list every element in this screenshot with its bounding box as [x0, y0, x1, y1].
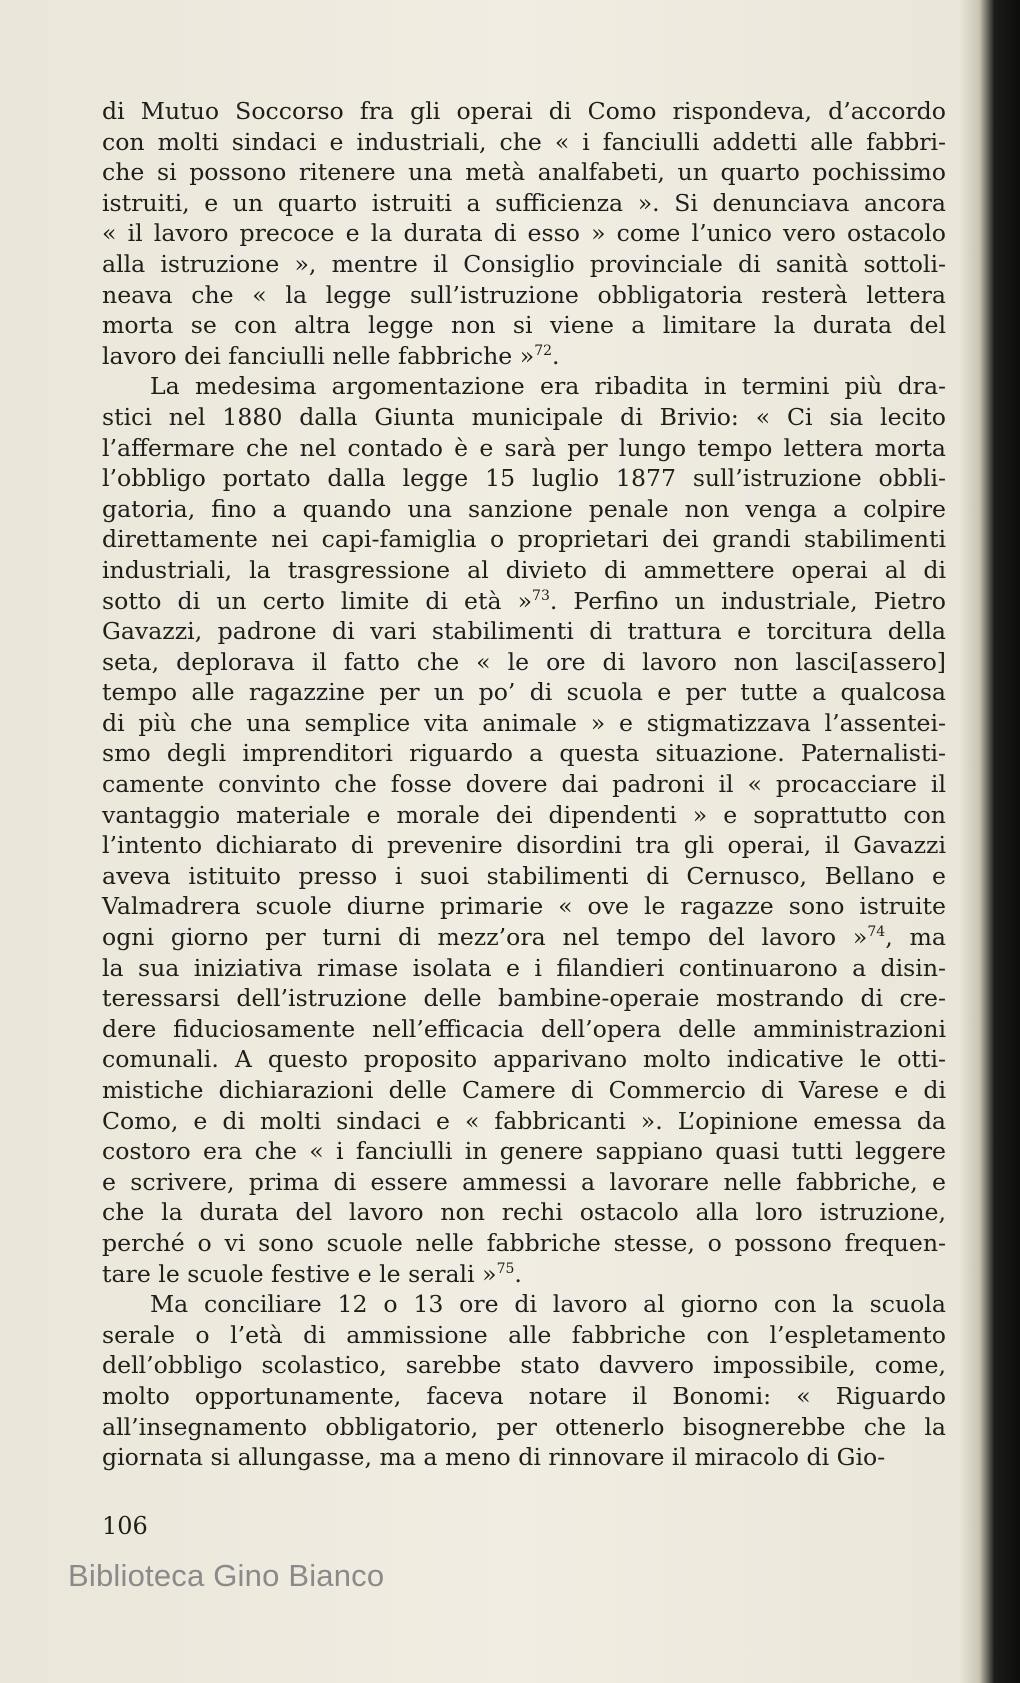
- line-text: stici nel 1880 dalla Giunta municipale di Brivio: « Ci sia lecito: [102, 402, 946, 431]
- text-line: [102, 586, 946, 617]
- text-line: [102, 616, 946, 647]
- line-text: mistiche dichiarazioni delle Camere di Commercio di Varese e di: [102, 1076, 946, 1104]
- text-line: [102, 769, 946, 800]
- line-text-continued: .: [552, 341, 560, 370]
- text-line: [102, 1075, 946, 1106]
- line-text: neava che « la legge sull’istruzione obbligatoria resterà lettera: [102, 280, 946, 309]
- line-text-continued: .: [514, 1259, 522, 1288]
- line-text: e scrivere, prima di essere ammessi a lavorare nelle fabbriche, e: [102, 1167, 946, 1196]
- line-text: ogni giorno per turni di mezz’ora nel tempo del lavoro »: [102, 923, 868, 952]
- line-text: Como, e di molti sindaci e « fabbricanti ». L’opinione emessa da: [102, 1106, 946, 1135]
- text-line: [102, 1106, 946, 1137]
- line-text: Gavazzi, padrone di vari stabilimenti di trattura e torcitura della: [102, 617, 946, 646]
- line-text: l’obbligo portato dalla legge 15 luglio 1877 sull’istruzione obbli-: [102, 464, 946, 493]
- text-line: [102, 280, 946, 311]
- line-text: istruiti, e un quarto istruiti a sufficienza ». Si denunciava ancora: [102, 188, 946, 217]
- line-text: tempo alle ragazzine per un po’ di scuola e per tutte a qualcosa: [102, 678, 946, 707]
- line-text: alla istruzione », mentre il Consiglio provinciale di sanità sottoli-: [102, 249, 946, 278]
- text-line: [102, 371, 946, 402]
- text-line: [102, 1381, 946, 1412]
- line-text: lavoro dei fanciulli nelle fabbriche »: [102, 341, 535, 370]
- line-text: industriali, la trasgressione al divieto di ammettere operai al di: [102, 555, 946, 584]
- line-text: la sua iniziativa rimase isolata e i filandieri continuarono a disin-: [102, 953, 946, 982]
- line-text: dere fiduciosamente nell’efficacia dell’opera delle amministrazioni: [102, 1014, 946, 1043]
- line-text: all’insegnamento obbligatorio, per ottenerlo bisognerebbe che la: [102, 1412, 946, 1441]
- text-line: [102, 188, 946, 219]
- text-line: [102, 463, 946, 494]
- text-line: [102, 157, 946, 188]
- line-text: con molti sindaci e industriali, che « i fanciulli addetti alle fabbri-: [102, 127, 946, 156]
- text-line: [102, 708, 946, 739]
- text-line: [102, 433, 946, 464]
- text-line: [102, 1259, 946, 1290]
- text-line: [102, 249, 946, 280]
- line-text: seta, deplorava il fatto che « le ore di lavoro non lasci[assero]: [102, 647, 946, 676]
- line-text: sotto di un certo limite di età »: [102, 586, 533, 615]
- library-watermark: Biblioteca Gino Bianco: [68, 1558, 385, 1593]
- line-text: Ma conciliare 12 o 13 ore di lavoro al giorno con la scuola: [150, 1290, 946, 1319]
- text-line: [102, 218, 946, 249]
- line-text: teressarsi dell’istruzione delle bambine-operaie mostrando di cre-: [102, 984, 946, 1013]
- line-text: dell’obbligo scolastico, sarebbe stato davvero impossibile, come,: [102, 1351, 946, 1380]
- line-text: morta se con altra legge non si viene a limitare la durata del: [102, 311, 946, 340]
- line-text-continued: . Perfino un industriale, Pietro: [549, 586, 946, 615]
- line-text: La medesima argomentazione era ribadita in termini più dra-: [150, 372, 946, 401]
- line-text: l’intento dichiarato di prevenire disordini tra gli operai, il Gavazzi: [102, 831, 946, 860]
- text-line: [102, 647, 946, 678]
- text-line: [102, 524, 946, 555]
- line-text: comunali. A questo proposito apparivano molto indicative le otti-: [102, 1045, 946, 1074]
- line-text: perché o vi sono scuole nelle fabbriche stesse, o possono frequen-: [102, 1228, 946, 1257]
- page-number: 106: [102, 1512, 148, 1540]
- line-text: camente convinto che fosse dovere dai padroni il « procacciare il: [102, 770, 946, 799]
- text-line: [102, 1014, 946, 1045]
- text-line: [102, 127, 946, 158]
- footnote-marker: 74: [867, 924, 886, 941]
- text-line: [102, 96, 946, 127]
- text-line: [102, 800, 946, 831]
- footnote-marker: 73: [532, 587, 550, 604]
- text-line: [102, 341, 946, 372]
- text-line: [102, 983, 946, 1014]
- text-line: [102, 830, 946, 861]
- text-line: [102, 1136, 946, 1167]
- text-line: [102, 953, 946, 984]
- text-line: [102, 1289, 946, 1320]
- text-line: [102, 922, 946, 953]
- line-text: direttamente nei capi-famiglia o proprietari dei grandi stabilimenti: [102, 525, 946, 554]
- text-line: [102, 1228, 946, 1259]
- line-text: tare le scuole festive e le serali »: [102, 1259, 497, 1288]
- line-text: che si possono ritenere una metà analfabeti, un quarto pochissimo: [102, 158, 946, 187]
- text-line: [102, 494, 946, 525]
- line-text: aveva istituito presso i suoi stabilimenti di Cernusco, Bellano e: [102, 861, 946, 890]
- line-text: l’affermare che nel contado è e sarà per lungo tempo lettera morta: [102, 433, 946, 462]
- line-text: gatoria, fino a quando una sanzione penale non venga a colpire: [102, 494, 946, 523]
- text-line: [102, 1412, 946, 1443]
- text-line: [102, 1320, 946, 1351]
- text-line: [102, 1197, 946, 1228]
- line-text: smo degli imprenditori riguardo a questa situazione. Paternalisti-: [102, 739, 946, 768]
- footnote-marker: 72: [534, 342, 553, 359]
- text-line: [102, 1442, 946, 1473]
- paragraph: [102, 1289, 946, 1473]
- line-text: serale o l’età di ammissione alle fabbriche con l’espletamento: [102, 1320, 946, 1349]
- text-line: [102, 677, 946, 708]
- text-line: [102, 1350, 946, 1381]
- paragraph: [102, 96, 946, 371]
- text-line: [102, 891, 946, 922]
- line-text: « il lavoro precoce e la durata di esso » come l’unico vero ostacolo: [102, 219, 946, 248]
- text-line: [102, 555, 946, 586]
- line-text: che la durata del lavoro non rechi ostacolo alla loro istruzione,: [102, 1198, 946, 1227]
- text-line: [102, 861, 946, 892]
- line-text: Valmadrera scuole diurne primarie « ove le ragazze sono istruite: [102, 892, 946, 921]
- text-line: [102, 1044, 946, 1075]
- text-line: [102, 738, 946, 769]
- body-text: [102, 96, 946, 1473]
- line-text: di Mutuo Soccorso fra gli operai di Como rispondeva, d’accordo: [102, 97, 946, 125]
- text-line: [102, 1167, 946, 1198]
- paragraph: [102, 371, 946, 1289]
- line-text: giornata si allungasse, ma a meno di rinnovare il miracolo di Gio-: [102, 1443, 886, 1472]
- line-text: molto opportunamente, faceva notare il Bonomi: « Riguardo: [102, 1381, 946, 1410]
- line-text-continued: , ma: [885, 923, 946, 952]
- line-text: di più che una semplice vita animale » e stigmatizzava l’assentei-: [102, 708, 946, 737]
- line-text: costoro era che « i fanciulli in genere sappiano quasi tutti leggere: [102, 1137, 946, 1166]
- line-text: vantaggio materiale e morale dei dipendenti » e soprattutto con: [102, 800, 946, 829]
- text-line: [102, 402, 946, 433]
- text-line: [102, 310, 946, 341]
- footnote-marker: 75: [496, 1260, 515, 1277]
